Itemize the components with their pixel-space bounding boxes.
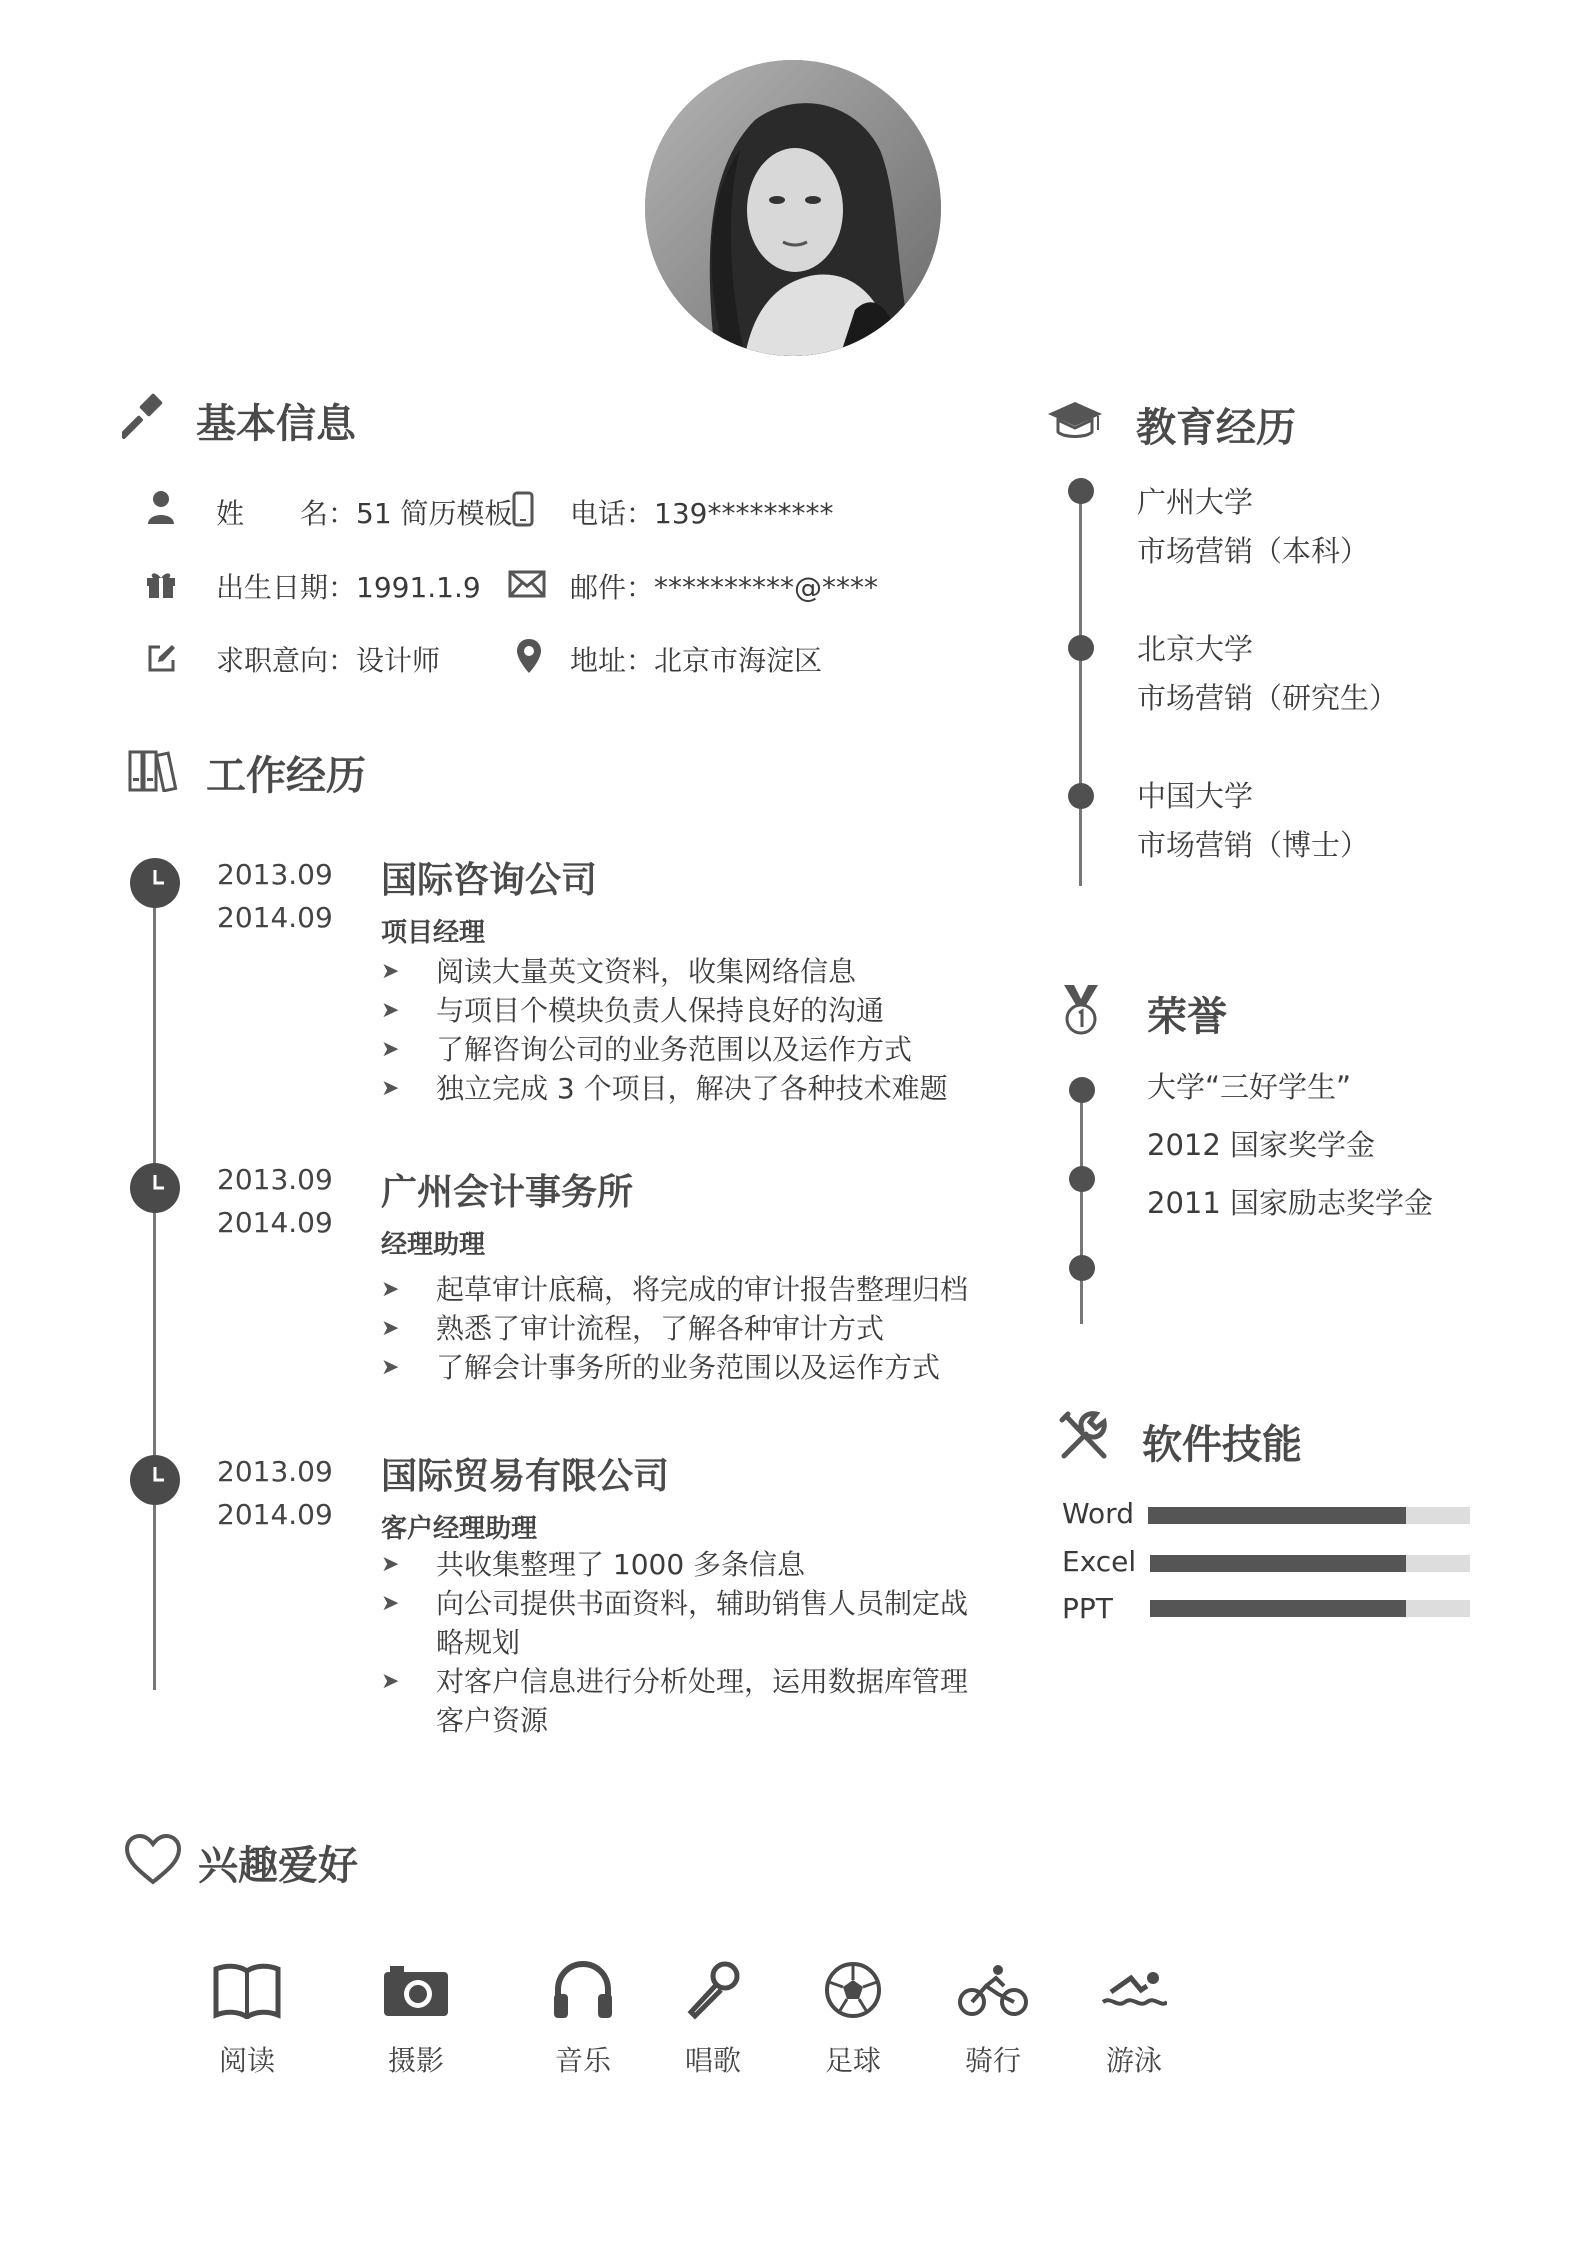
timeline-dot (1069, 1255, 1095, 1281)
job-role: 客户经理助理 (381, 1514, 538, 1544)
address-value: 北京市海淀区 (654, 644, 823, 677)
heart-icon (124, 1834, 182, 1886)
honors-timeline-line (1080, 1080, 1083, 1324)
hobby-label: 足球 (824, 2044, 881, 2077)
education-timeline-line (1079, 486, 1082, 886)
hobby-item (356, 1955, 476, 2079)
hobby-item (187, 1955, 307, 2079)
major: 市场营销（研究生） (1137, 681, 1399, 715)
skill-bar-fill (1150, 1555, 1406, 1572)
skill-name: PPT (1062, 1592, 1113, 1625)
timeline-dot (1068, 783, 1094, 809)
duty-item: ➤ 对客户信息进行分析处理，运用数据库管理客户资源 (381, 1662, 981, 1740)
skill-bar-track (1150, 1555, 1470, 1572)
work-title: 工作经历 (206, 753, 366, 799)
phone-label: 电话： (570, 497, 655, 530)
person-icon (146, 490, 176, 524)
skills-title: 软件技能 (1142, 1422, 1302, 1468)
medal-icon (1058, 983, 1104, 1037)
graduation-cap-icon (1046, 400, 1104, 440)
name-row (216, 492, 513, 532)
duty-item: ➤ 共收集整理了 1000 多条信息 (381, 1545, 981, 1584)
duty-item: ➤ 向公司提供书面资料，辅助销售人员制定战略规划 (381, 1584, 981, 1662)
birth-label: 出生日期： (216, 571, 357, 604)
clock-icon (130, 858, 180, 908)
book-icon (187, 1955, 307, 2025)
mobile-phone-icon (512, 491, 534, 527)
skill-name: Word (1062, 1497, 1134, 1530)
timeline-dot (1069, 1166, 1095, 1192)
headphones-icon (523, 1955, 643, 2025)
honor-item: 2012 国家奖学金 (1147, 1128, 1376, 1162)
hobby-item (523, 1955, 643, 2079)
location-pin-icon (516, 638, 542, 674)
profile-photo (645, 60, 941, 356)
birth-row (216, 566, 481, 606)
duty-list (381, 952, 981, 1108)
school-name: 中国大学 (1137, 779, 1254, 813)
honor-item: 大学“三好学生” (1147, 1070, 1352, 1104)
major: 市场营销（博士） (1137, 828, 1370, 862)
hammer-icon (122, 393, 168, 439)
clock-icon (130, 1163, 180, 1213)
honor-item: 2011 国家励志奖学金 (1147, 1186, 1434, 1220)
swimming-icon (1074, 1955, 1194, 2025)
school-name: 广州大学 (1137, 485, 1254, 519)
work-timeline-line (153, 862, 156, 1690)
job-start: 2013.09 (217, 858, 333, 891)
company-name: 广州会计事务所 (381, 1172, 634, 1213)
skill-bar-fill (1148, 1507, 1406, 1524)
hobby-label: 摄影 (387, 2044, 444, 2077)
hobby-label: 音乐 (554, 2044, 611, 2077)
phone-value: 139********* (654, 497, 834, 530)
job-dates (217, 1158, 333, 1244)
duty-item: ➤ 起草审计底稿，将完成的审计报告整理归档 (381, 1270, 981, 1309)
timeline-dot (1068, 635, 1094, 661)
hobby-item (653, 1955, 773, 2079)
school-name: 北京大学 (1137, 632, 1254, 666)
education-title: 教育经历 (1136, 405, 1296, 451)
duty-item: ➤ 与项目个模块负责人保持良好的沟通 (381, 991, 981, 1030)
skill-name: Excel (1062, 1545, 1137, 1578)
job-role: 项目经理 (381, 918, 486, 948)
job-start: 2013.09 (217, 1163, 333, 1196)
gift-icon (145, 568, 177, 600)
email-row (570, 566, 878, 606)
hobby-item (793, 1955, 913, 2079)
company-name: 国际咨询公司 (381, 860, 598, 901)
education-item (1137, 772, 1369, 870)
duty-item: ➤ 了解咨询公司的业务范围以及运作方式 (381, 1030, 981, 1069)
tools-icon (1056, 1408, 1112, 1464)
skill-bar-track (1150, 1600, 1470, 1617)
email-label: 邮件： (570, 571, 655, 604)
duty-item: ➤ 了解会计事务所的业务范围以及运作方式 (381, 1348, 981, 1387)
address-label: 地址： (570, 644, 655, 677)
education-item (1137, 478, 1369, 576)
name-value: 51 简历模板 (356, 497, 513, 530)
address-row (570, 639, 822, 679)
intent-label: 求职意向： (216, 644, 357, 677)
basic-info-title: 基本信息 (196, 401, 356, 447)
hobby-item (1074, 1955, 1194, 2079)
cycling-icon (933, 1955, 1053, 2025)
intent-row (216, 639, 440, 679)
edit-icon (146, 642, 178, 674)
major: 市场营销（本科） (1137, 534, 1370, 568)
honors-title: 荣誉 (1147, 994, 1227, 1040)
microphone-icon (653, 1955, 773, 2025)
job-start: 2013.09 (217, 1455, 333, 1488)
timeline-dot (1069, 1077, 1095, 1103)
duty-list (381, 1545, 981, 1740)
job-dates (217, 1450, 333, 1536)
duty-item: ➤ 独立完成 3 个项目，解决了各种技术难题 (381, 1069, 981, 1108)
duty-item: ➤ 熟悉了审计流程，了解各种审计方式 (381, 1309, 981, 1348)
name-label: 姓 名： (216, 497, 357, 530)
hobby-label: 唱歌 (684, 2044, 741, 2077)
duty-list (381, 1270, 981, 1387)
job-role: 经理助理 (381, 1230, 486, 1260)
company-name: 国际贸易有限公司 (381, 1456, 670, 1497)
timeline-dot (1068, 478, 1094, 504)
job-dates (217, 853, 333, 939)
email-value: **********@**** (654, 571, 879, 604)
hobby-label: 阅读 (218, 2044, 275, 2077)
job-end: 2014.09 (217, 901, 333, 934)
skill-bar-track (1148, 1507, 1470, 1524)
hobby-label: 游泳 (1105, 2044, 1162, 2077)
intent-value: 设计师 (356, 644, 441, 677)
job-end: 2014.09 (217, 1498, 333, 1531)
job-end: 2014.09 (217, 1206, 333, 1239)
birth-value: 1991.1.9 (356, 571, 481, 604)
education-item (1137, 625, 1398, 723)
books-icon (128, 748, 180, 792)
duty-item: ➤ 阅读大量英文资料，收集网络信息 (381, 952, 981, 991)
hobby-item (933, 1955, 1053, 2079)
skill-bar-fill (1150, 1600, 1406, 1617)
soccer-ball-icon (793, 1955, 913, 2025)
clock-icon (130, 1455, 180, 1505)
phone-row (570, 492, 833, 532)
hobby-label: 骑行 (964, 2044, 1021, 2077)
envelope-icon (508, 570, 546, 598)
camera-icon (356, 1955, 476, 2025)
hobbies-title: 兴趣爱好 (198, 1843, 358, 1889)
